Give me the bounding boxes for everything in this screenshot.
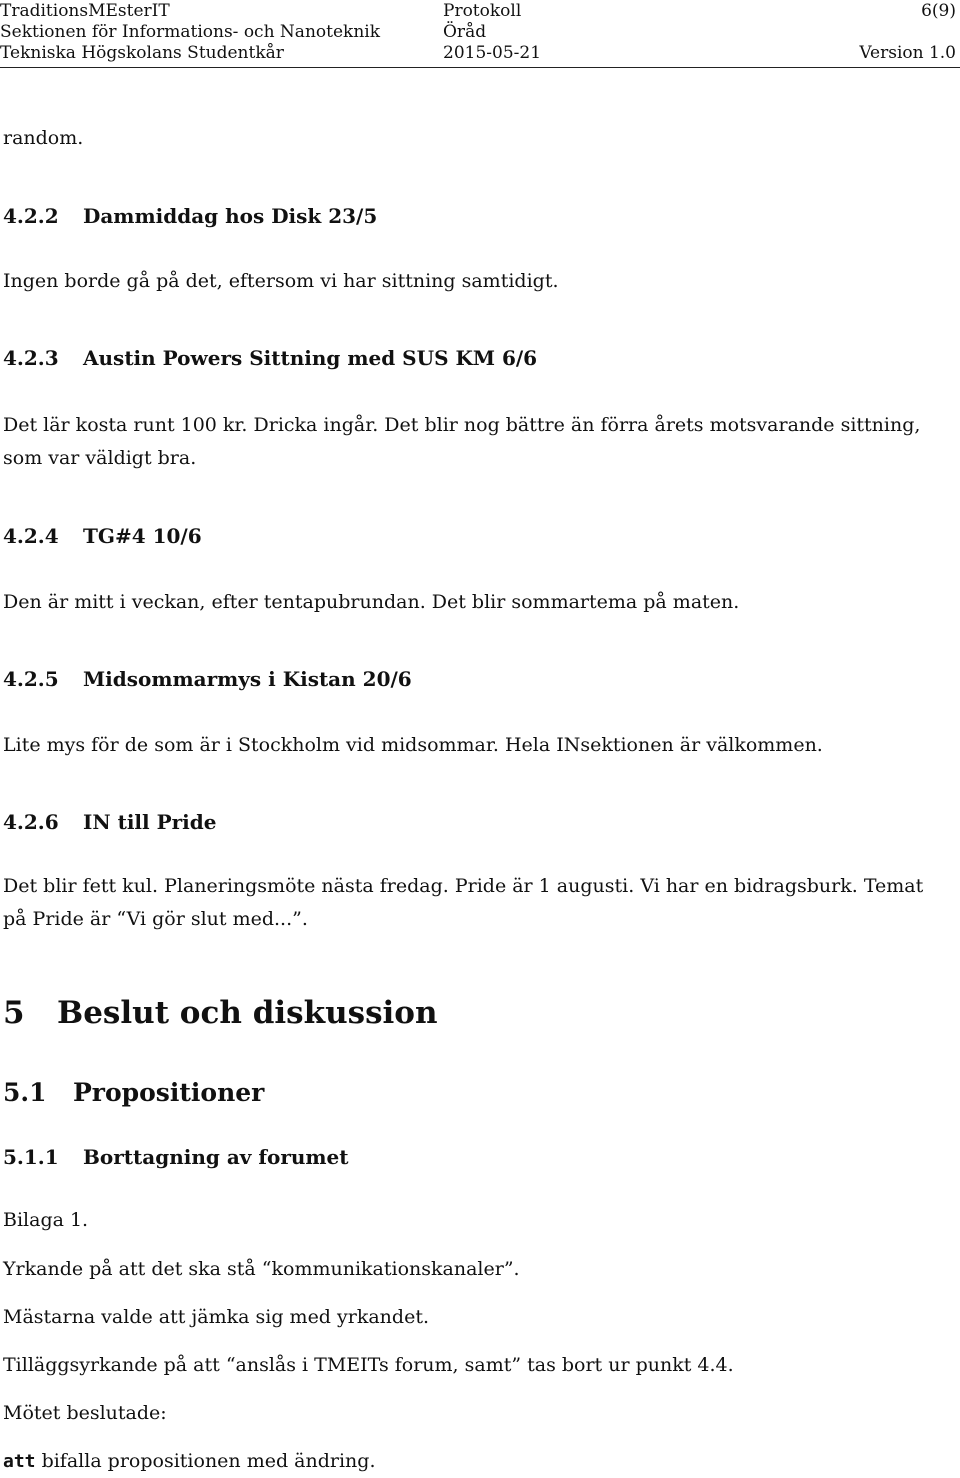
paragraph-4-2-6-line-2: på Pride är “Vi gör slut med...”. bbox=[3, 908, 308, 930]
heading-number: 5.1 bbox=[3, 1078, 47, 1107]
paragraph-attachment: Bilaga 1. bbox=[3, 1209, 89, 1231]
header-page-number: 6(9) bbox=[921, 1, 956, 21]
heading-number: 5 bbox=[3, 995, 25, 1031]
heading-title: Propositioner bbox=[73, 1078, 265, 1107]
heading-title: TG#4 10/6 bbox=[83, 524, 202, 548]
heading-title: Borttagning av forumet bbox=[83, 1145, 349, 1169]
heading-number: 4.2.6 bbox=[3, 810, 59, 834]
heading-number: 4.2.4 bbox=[3, 524, 59, 548]
header-org: TraditionsMEsterIT bbox=[0, 1, 170, 21]
header-date: 2015-05-21 bbox=[443, 43, 542, 63]
decision-keyword: att bbox=[3, 1451, 36, 1472]
heading-title: Beslut och diskussion bbox=[57, 995, 438, 1031]
header-section: Sektionen för Informations- och Nanoteknik bbox=[0, 22, 381, 42]
header-doc-type: Protokoll bbox=[443, 1, 522, 21]
header-row-2 bbox=[0, 21, 960, 43]
paragraph-amendment: Tilläggsyrkande på att “anslås i TMEITs forum, samt” tas bort ur punkt 4.4. bbox=[3, 1354, 734, 1376]
paragraph-4-2-3-line-1: Det lär kosta runt 100 kr. Dricka ingår. Det blir nog bättre än förra årets motsvarande sittning, bbox=[3, 414, 921, 436]
paragraph-decision-intro: Mötet beslutade: bbox=[3, 1402, 167, 1424]
paragraph-4-2-4: Den är mitt i veckan, efter tentapubrundan. Det blir sommartema på maten. bbox=[3, 591, 740, 613]
paragraph-4-2-6-line-1: Det blir fett kul. Planeringsmöte nästa fredag. Pride är 1 augusti. Vi har en bidragsburk. Temat bbox=[3, 875, 924, 897]
header-row-1 bbox=[0, 0, 960, 22]
heading-4-2-5 bbox=[3, 667, 412, 691]
heading-title: Austin Powers Sittning med SUS KM 6/6 bbox=[83, 346, 538, 370]
header-rule bbox=[0, 67, 960, 68]
header-row-3 bbox=[0, 42, 960, 64]
paragraph-motion: Yrkande på att det ska stå “kommunikationskanaler”. bbox=[3, 1258, 520, 1280]
heading-4-2-6 bbox=[3, 810, 216, 834]
paragraph-4-2-3-line-2: som var väldigt bra. bbox=[3, 447, 197, 469]
heading-number: 4.2.2 bbox=[3, 204, 59, 228]
heading-title: Dammiddag hos Disk 23/5 bbox=[83, 204, 378, 228]
decision-text: bifalla propositionen med ändring. bbox=[41, 1450, 376, 1472]
header-version: Version 1.0 bbox=[859, 43, 956, 63]
heading-number: 4.2.3 bbox=[3, 346, 59, 370]
header-union: Tekniska Högskolans Studentkår bbox=[0, 43, 284, 63]
page-header bbox=[0, 0, 960, 70]
heading-title: Midsommarmys i Kistan 20/6 bbox=[83, 667, 412, 691]
heading-title: IN till Pride bbox=[83, 810, 217, 834]
heading-number: 4.2.5 bbox=[3, 667, 59, 691]
heading-4-2-2 bbox=[3, 204, 377, 228]
paragraph-decision bbox=[3, 1445, 376, 1478]
paragraph-4-2-2: Ingen borde gå på det, eftersom vi har sittning samtidigt. bbox=[3, 270, 559, 292]
section-heading-5 bbox=[3, 995, 438, 1031]
paragraph-4-2-5: Lite mys för de som är i Stockholm vid midsommar. Hela INsektionen är välkommen. bbox=[3, 734, 823, 756]
header-meeting: Öråd bbox=[443, 22, 487, 42]
heading-number: 5.1.1 bbox=[3, 1145, 59, 1169]
heading-5-1-1 bbox=[3, 1145, 349, 1169]
heading-4-2-3 bbox=[3, 346, 537, 370]
paragraph-adjustment: Mästarna valde att jämka sig med yrkandet. bbox=[3, 1306, 429, 1328]
heading-4-2-4 bbox=[3, 524, 202, 548]
paragraph-intro: random. bbox=[3, 127, 84, 149]
subsection-heading-5-1 bbox=[3, 1078, 264, 1107]
